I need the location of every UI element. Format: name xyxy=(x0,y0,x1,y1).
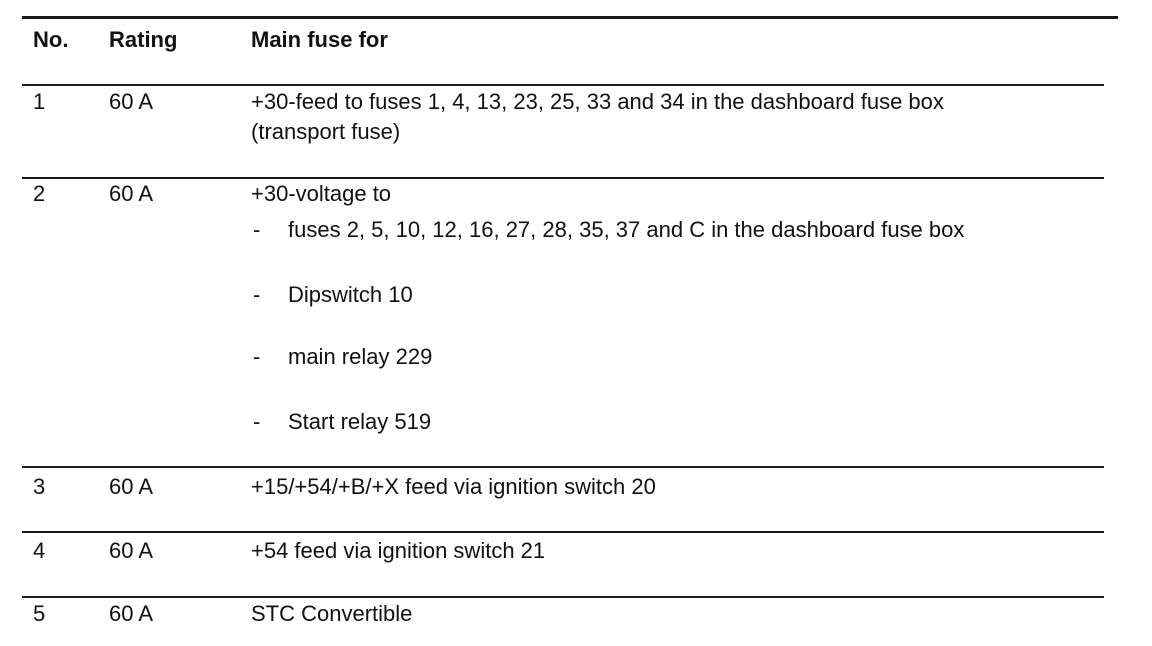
bullet-item: main relay 229 xyxy=(288,344,433,369)
row-rating: 60 A xyxy=(109,181,154,206)
row-rating: 60 A xyxy=(109,538,154,563)
row-no: 2 xyxy=(33,181,46,206)
row-rating: 60 A xyxy=(109,89,154,114)
bullet-item: Start relay 519 xyxy=(288,409,432,434)
bullet-dash: - xyxy=(253,217,261,242)
row-description-line: +30-feed to fuses 1, 4, 13, 23, 25, 33 and 34 in the dashboard fuse box xyxy=(251,89,944,114)
bullet-item: fuses 2, 5, 10, 12, 16, 27, 28, 35, 37 and C in the dashboard fuse box xyxy=(288,217,965,242)
table-top-rule xyxy=(22,16,1118,19)
row-no: 5 xyxy=(33,601,46,626)
row-description-line: STC Convertible xyxy=(251,601,413,626)
row-description-line: +54 feed via ignition switch 21 xyxy=(251,538,546,563)
row-no: 3 xyxy=(33,474,46,499)
row-divider xyxy=(22,84,1104,86)
row-description-line: (transport fuse) xyxy=(251,119,401,144)
row-description-line: +15/+54/+B/+X feed via ignition switch 20 xyxy=(251,474,656,499)
bullet-dash: - xyxy=(253,409,261,434)
row-divider xyxy=(22,531,1104,533)
header-no: No. xyxy=(33,27,69,52)
row-no: 4 xyxy=(33,538,46,563)
header-main-fuse-for: Main fuse for xyxy=(251,27,388,52)
bullet-dash: - xyxy=(253,344,261,369)
row-description-intro: +30-voltage to xyxy=(251,181,392,206)
row-rating: 60 A xyxy=(109,601,154,626)
row-divider xyxy=(22,466,1104,468)
bullet-dash: - xyxy=(253,282,261,307)
header-rating: Rating xyxy=(109,27,178,52)
row-no: 1 xyxy=(33,89,46,114)
row-rating: 60 A xyxy=(109,474,154,499)
row-divider xyxy=(22,177,1104,179)
row-divider xyxy=(22,596,1104,598)
bullet-item: Dipswitch 10 xyxy=(288,282,413,307)
